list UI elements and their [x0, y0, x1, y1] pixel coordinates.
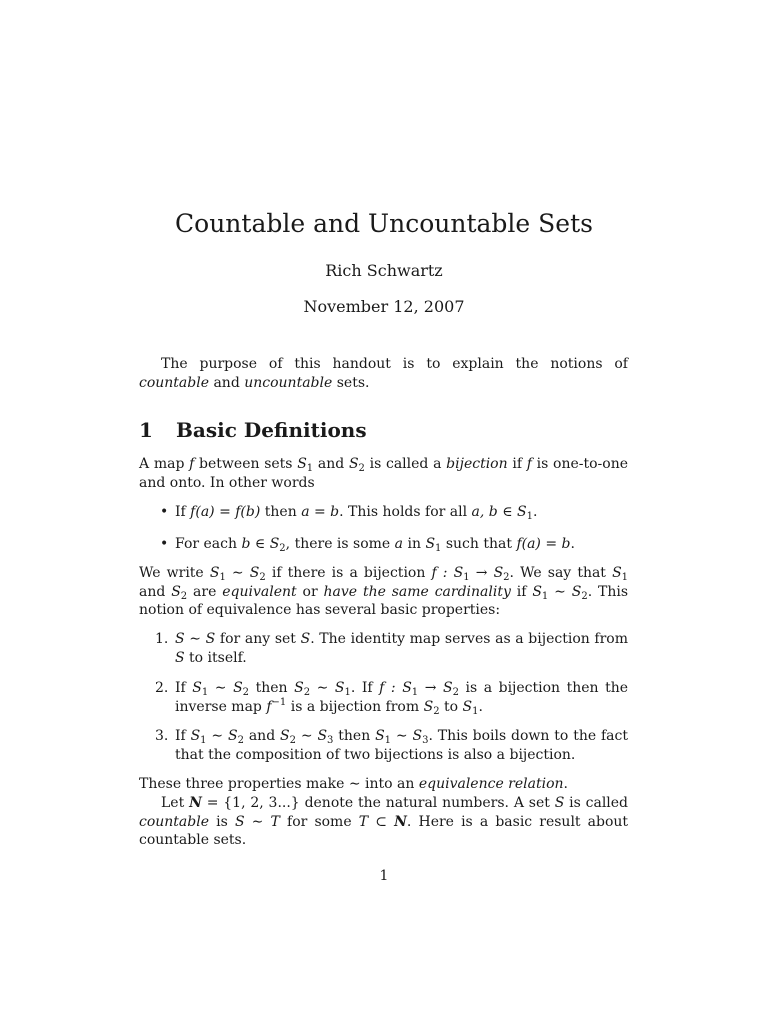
document-title: Countable and Uncountable Sets: [175, 209, 593, 238]
countable-definition-paragraph: Let N = {1, 2, 3...} denote the natural numbers. A set S is called countable is S ∼ T for some T ⊂ N. Here is a basic result about countable sets.: [139, 795, 629, 849]
abstract-paragraph: The purpose of this handout is to explain the notions of countable and uncountable sets.: [139, 356, 628, 391]
page-number: 1: [379, 868, 389, 884]
section-number: 1: [139, 418, 153, 442]
section-heading: [139, 417, 367, 443]
equivalence-paragraph: We write $S_1$ ∼ $S_2$ if there is a bijection f : $S_1 \to S_2$. We say that $S_1$ and $S_2$ are equivalent or have the same cardinality if $S_1$ ∼ $S_2$. This notion of equivalence has several basic properties:: [139, 565, 629, 619]
document-author: Rich Schwartz: [325, 261, 443, 280]
closing-paragraph: These three properties make ∼ into an equivalence relation.: [139, 776, 568, 792]
intro-paragraph: A map f between sets $S_1$ and $S_2$ is called a bijection if f is one-to-one and onto. In other words: [139, 456, 629, 491]
section-title: Basic Definitions: [176, 418, 367, 442]
document-page: Countable and Uncountable Sets Rich Schwartz November 12, 2007 The purpose of this handout is to explain the notions of countable and uncountable sets. 1 Basic Definitions A map f between sets $S_1$ and $S_2$ is called a bijection if f is one-to-one and onto. In other words • If f(a) = f(b) then a = b. This holds for all a, b ∈ $S_1$. • For each b ∈ $S_2$, there is some a in $S_1$ such that f(a) = b. We write $S_1$ ∼ $S_2$ if there is a bijection f : $S_1 \to S_2$. We say that $S_1$ and $S_2$ are equivalent or have the same cardinality if $S_1$ ∼ $S_2$. This notion of equivalence has several basic properties: 1. S ∼ S for any set S. The identity map serves as a bijection from S to itself. 2. If $S_1$ ∼ $S_2$ then $S_2$ ∼ $S_1$. If f : $S_1 \to S_2$ is a bijection then the inverse map $f^{-1}$ is a bijection from $S_2$ to $S_1$. 3. If $S_1$ ∼ $S_2$ and $S_2$ ∼ $S_3$ then $S_1$ ∼ $S_3$. This boils down to the fact that the composition of two bijections is also a bijection. These three properties make ∼ into an equivalence relation. Let N = {1, 2, 3...} denote the natural numbers. A set S is called countable is S ∼ T for some T ⊂ N. Here is a basic result about countable sets. 1: [0, 0, 768, 1024]
document-date: November 12, 2007: [303, 297, 465, 316]
